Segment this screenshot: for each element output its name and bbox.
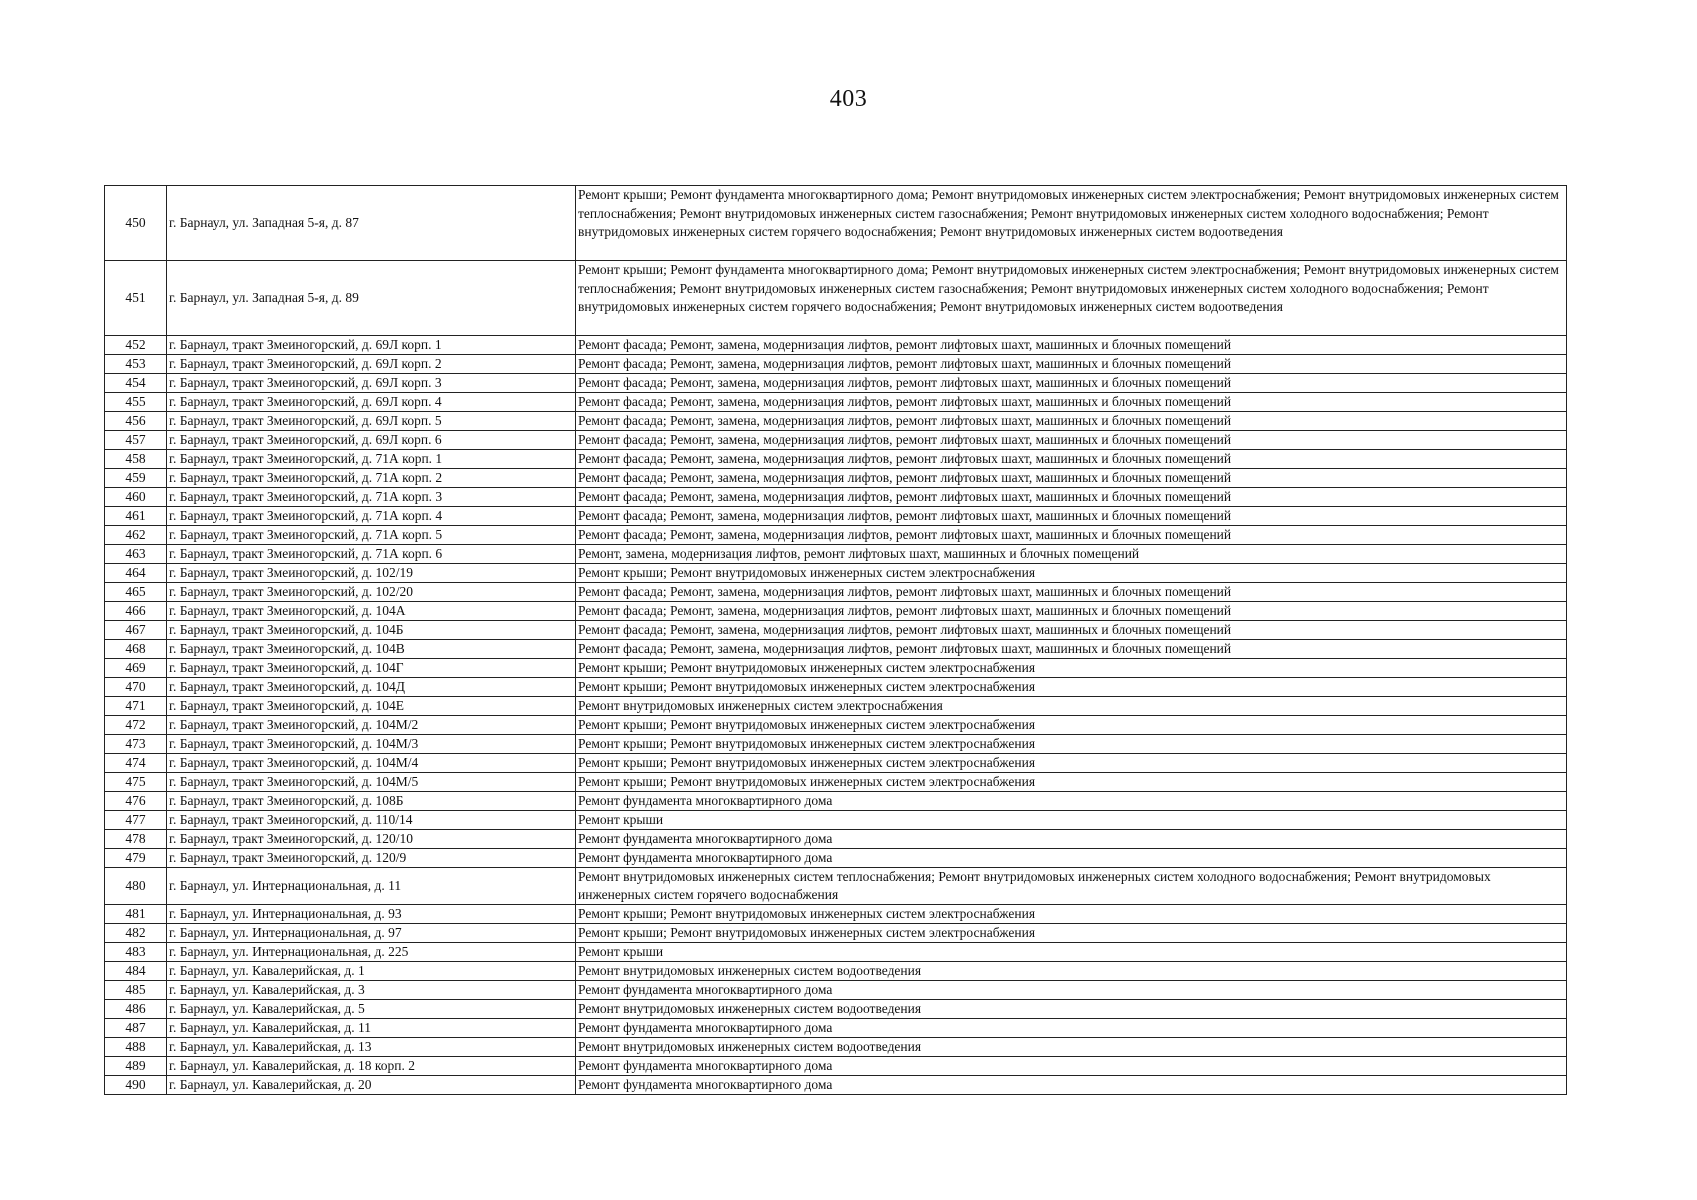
works-cell: Ремонт фасада; Ремонт, замена, модернизация лифтов, ремонт лифтовых шахт, машинных и блочных помещений [576,507,1567,526]
works-cell: Ремонт фасада; Ремонт, замена, модернизация лифтов, ремонт лифтовых шахт, машинных и блочных помещений [576,621,1567,640]
address-cell: г. Барнаул, тракт Змеиногорский, д. 71А корп. 6 [167,545,576,564]
address-cell: г. Барнаул, ул. Кавалерийская, д. 13 [167,1038,576,1057]
address-cell: г. Барнаул, тракт Змеиногорский, д. 104М/4 [167,754,576,773]
works-cell: Ремонт крыши; Ремонт внутридомовых инженерных систем электроснабжения [576,678,1567,697]
row-number: 467 [105,621,167,640]
address-cell: г. Барнаул, тракт Змеиногорский, д. 110/14 [167,811,576,830]
table-row [105,924,1567,943]
table-row [105,830,1567,849]
works-cell: Ремонт фасада; Ремонт, замена, модернизация лифтов, ремонт лифтовых шахт, машинных и блочных помещений [576,450,1567,469]
address-cell: г. Барнаул, ул. Западная 5-я, д. 89 [167,261,576,336]
table-row [105,469,1567,488]
address-cell: г. Барнаул, тракт Змеиногорский, д. 69Л корп. 5 [167,412,576,431]
address-cell: г. Барнаул, тракт Змеиногорский, д. 102/20 [167,583,576,602]
works-cell: Ремонт крыши [576,943,1567,962]
row-number: 465 [105,583,167,602]
works-cell: Ремонт крыши; Ремонт фундамента многоквартирного дома; Ремонт внутридомовых инженерных систем электроснабжения; Ремонт внутридомовых инженерных систем теплоснабжения; Ремонт внутридомовых инженерных систем газоснабжения; Ремонт внутридомовых инженерных систем холодного водоснабжения; Ремонт внутридомовых инженерных систем горячего водоснабжения; Ремонт внутридомовых инженерных систем водоотведения [576,261,1567,336]
row-number: 452 [105,336,167,355]
row-number: 487 [105,1019,167,1038]
row-number: 474 [105,754,167,773]
repair-register-table [104,185,1567,1095]
works-cell: Ремонт крыши; Ремонт внутридомовых инженерных систем электроснабжения [576,564,1567,583]
address-cell: г. Барнаул, ул. Кавалерийская, д. 20 [167,1076,576,1095]
table-row [105,488,1567,507]
table-row [105,849,1567,868]
row-number: 457 [105,431,167,450]
works-cell: Ремонт фасада; Ремонт, замена, модернизация лифтов, ремонт лифтовых шахт, машинных и блочных помещений [576,488,1567,507]
row-number: 470 [105,678,167,697]
row-number: 475 [105,773,167,792]
table-row [105,1057,1567,1076]
table-row [105,507,1567,526]
address-cell: г. Барнаул, тракт Змеиногорский, д. 120/9 [167,849,576,868]
table-row [105,754,1567,773]
row-number: 486 [105,1000,167,1019]
works-cell: Ремонт фундамента многоквартирного дома [576,1019,1567,1038]
address-cell: г. Барнаул, ул. Интернациональная, д. 11 [167,868,576,905]
address-cell: г. Барнаул, тракт Змеиногорский, д. 102/19 [167,564,576,583]
address-cell: г. Барнаул, ул. Интернациональная, д. 97 [167,924,576,943]
table-row [105,868,1567,905]
works-cell: Ремонт внутридомовых инженерных систем водоотведения [576,962,1567,981]
table-row [105,735,1567,754]
table-row [105,583,1567,602]
works-cell: Ремонт фундамента многоквартирного дома [576,981,1567,1000]
address-cell: г. Барнаул, тракт Змеиногорский, д. 69Л корп. 3 [167,374,576,393]
row-number: 478 [105,830,167,849]
row-number: 488 [105,1038,167,1057]
row-number: 484 [105,962,167,981]
row-number: 480 [105,868,167,905]
address-cell: г. Барнаул, тракт Змеиногорский, д. 104Г [167,659,576,678]
works-cell: Ремонт фундамента многоквартирного дома [576,830,1567,849]
row-number: 455 [105,393,167,412]
works-cell: Ремонт крыши; Ремонт внутридомовых инженерных систем электроснабжения [576,716,1567,735]
table-row [105,1019,1567,1038]
row-number: 450 [105,186,167,261]
address-cell: г. Барнаул, ул. Интернациональная, д. 93 [167,905,576,924]
works-cell: Ремонт внутридомовых инженерных систем электроснабжения [576,697,1567,716]
works-cell: Ремонт крыши; Ремонт внутридомовых инженерных систем электроснабжения [576,905,1567,924]
address-cell: г. Барнаул, тракт Змеиногорский, д. 104М/5 [167,773,576,792]
row-number: 464 [105,564,167,583]
row-number: 463 [105,545,167,564]
row-number: 468 [105,640,167,659]
row-number: 472 [105,716,167,735]
address-cell: г. Барнаул, тракт Змеиногорский, д. 120/10 [167,830,576,849]
row-number: 458 [105,450,167,469]
address-cell: г. Барнаул, тракт Змеиногорский, д. 104Д [167,678,576,697]
table-row [105,659,1567,678]
address-cell: г. Барнаул, тракт Змеиногорский, д. 104Е [167,697,576,716]
works-cell: Ремонт фундамента многоквартирного дома [576,1057,1567,1076]
table-row [105,621,1567,640]
table-row [105,412,1567,431]
table-body [105,186,1567,1095]
row-number: 481 [105,905,167,924]
address-cell: г. Барнаул, ул. Западная 5-я, д. 87 [167,186,576,261]
table-row [105,943,1567,962]
row-number: 461 [105,507,167,526]
works-cell: Ремонт фасада; Ремонт, замена, модернизация лифтов, ремонт лифтовых шахт, машинных и блочных помещений [576,526,1567,545]
table-row [105,1076,1567,1095]
address-cell: г. Барнаул, тракт Змеиногорский, д. 104Б [167,621,576,640]
row-number: 469 [105,659,167,678]
works-cell: Ремонт крыши; Ремонт фундамента многоквартирного дома; Ремонт внутридомовых инженерных систем электроснабжения; Ремонт внутридомовых инженерных систем теплоснабжения; Ремонт внутридомовых инженерных систем газоснабжения; Ремонт внутридомовых инженерных систем холодного водоснабжения; Ремонт внутридомовых инженерных систем горячего водоснабжения; Ремонт внутридомовых инженерных систем водоотведения [576,186,1567,261]
address-cell: г. Барнаул, тракт Змеиногорский, д. 69Л корп. 4 [167,393,576,412]
works-cell: Ремонт фасада; Ремонт, замена, модернизация лифтов, ремонт лифтовых шахт, машинных и блочных помещений [576,374,1567,393]
table-row [105,450,1567,469]
table-row [105,261,1567,336]
table-row [105,393,1567,412]
table-row [105,640,1567,659]
table-row [105,811,1567,830]
row-number: 483 [105,943,167,962]
row-number: 477 [105,811,167,830]
table-row [105,697,1567,716]
table-row [105,905,1567,924]
row-number: 459 [105,469,167,488]
table-row [105,602,1567,621]
address-cell: г. Барнаул, ул. Кавалерийская, д. 11 [167,1019,576,1038]
works-cell: Ремонт внутридомовых инженерных систем водоотведения [576,1038,1567,1057]
address-cell: г. Барнаул, тракт Змеиногорский, д. 69Л корп. 6 [167,431,576,450]
table-row [105,716,1567,735]
address-cell: г. Барнаул, ул. Кавалерийская, д. 1 [167,962,576,981]
address-cell: г. Барнаул, тракт Змеиногорский, д. 71А корп. 3 [167,488,576,507]
row-number: 471 [105,697,167,716]
address-cell: г. Барнаул, ул. Интернациональная, д. 225 [167,943,576,962]
table-row [105,678,1567,697]
works-cell: Ремонт фасада; Ремонт, замена, модернизация лифтов, ремонт лифтовых шахт, машинных и блочных помещений [576,336,1567,355]
works-cell: Ремонт фасада; Ремонт, замена, модернизация лифтов, ремонт лифтовых шахт, машинных и блочных помещений [576,469,1567,488]
table-row [105,526,1567,545]
address-cell: г. Барнаул, ул. Кавалерийская, д. 3 [167,981,576,1000]
address-cell: г. Барнаул, тракт Змеиногорский, д. 108Б [167,792,576,811]
works-cell: Ремонт крыши; Ремонт внутридомовых инженерных систем электроснабжения [576,735,1567,754]
table-row [105,773,1567,792]
works-cell: Ремонт фундамента многоквартирного дома [576,792,1567,811]
address-cell: г. Барнаул, ул. Кавалерийская, д. 18 корп. 2 [167,1057,576,1076]
row-number: 490 [105,1076,167,1095]
table-row [105,431,1567,450]
table-row [105,186,1567,261]
table-row [105,374,1567,393]
row-number: 476 [105,792,167,811]
works-cell: Ремонт фасада; Ремонт, замена, модернизация лифтов, ремонт лифтовых шахт, машинных и блочных помещений [576,602,1567,621]
row-number: 489 [105,1057,167,1076]
address-cell: г. Барнаул, тракт Змеиногорский, д. 71А корп. 1 [167,450,576,469]
works-cell: Ремонт, замена, модернизация лифтов, ремонт лифтовых шахт, машинных и блочных помещений [576,545,1567,564]
row-number: 462 [105,526,167,545]
works-cell: Ремонт крыши; Ремонт внутридомовых инженерных систем электроснабжения [576,924,1567,943]
table-row [105,1038,1567,1057]
table-row [105,981,1567,1000]
works-cell: Ремонт фасада; Ремонт, замена, модернизация лифтов, ремонт лифтовых шахт, машинных и блочных помещений [576,431,1567,450]
address-cell: г. Барнаул, ул. Кавалерийская, д. 5 [167,1000,576,1019]
table-row [105,355,1567,374]
works-cell: Ремонт фасада; Ремонт, замена, модернизация лифтов, ремонт лифтовых шахт, машинных и блочных помещений [576,640,1567,659]
works-cell: Ремонт фасада; Ремонт, замена, модернизация лифтов, ремонт лифтовых шахт, машинных и блочных помещений [576,393,1567,412]
address-cell: г. Барнаул, тракт Змеиногорский, д. 71А корп. 2 [167,469,576,488]
works-cell: Ремонт фасада; Ремонт, замена, модернизация лифтов, ремонт лифтовых шахт, машинных и блочных помещений [576,355,1567,374]
table-row [105,564,1567,583]
works-cell: Ремонт фасада; Ремонт, замена, модернизация лифтов, ремонт лифтовых шахт, машинных и блочных помещений [576,583,1567,602]
row-number: 456 [105,412,167,431]
table-row [105,962,1567,981]
works-cell: Ремонт крыши; Ремонт внутридомовых инженерных систем электроснабжения [576,773,1567,792]
row-number: 473 [105,735,167,754]
row-number: 482 [105,924,167,943]
address-cell: г. Барнаул, тракт Змеиногорский, д. 69Л корп. 2 [167,355,576,374]
works-cell: Ремонт крыши; Ремонт внутридомовых инженерных систем электроснабжения [576,659,1567,678]
row-number: 454 [105,374,167,393]
works-cell: Ремонт крыши [576,811,1567,830]
row-number: 460 [105,488,167,507]
address-cell: г. Барнаул, тракт Змеиногорский, д. 71А корп. 5 [167,526,576,545]
row-number: 485 [105,981,167,1000]
works-cell: Ремонт фундамента многоквартирного дома [576,849,1567,868]
row-number: 466 [105,602,167,621]
works-cell: Ремонт внутридомовых инженерных систем теплоснабжения; Ремонт внутридомовых инженерных систем холодного водоснабжения; Ремонт внутридомовых инженерных систем горячего водоснабжения [576,868,1567,905]
page-number: 403 [829,86,868,112]
address-cell: г. Барнаул, тракт Змеиногорский, д. 104В [167,640,576,659]
works-cell: Ремонт крыши; Ремонт внутридомовых инженерных систем электроснабжения [576,754,1567,773]
works-cell: Ремонт внутридомовых инженерных систем водоотведения [576,1000,1567,1019]
works-cell: Ремонт фасада; Ремонт, замена, модернизация лифтов, ремонт лифтовых шахт, машинных и блочных помещений [576,412,1567,431]
works-cell: Ремонт фундамента многоквартирного дома [576,1076,1567,1095]
table-row [105,1000,1567,1019]
table-row [105,336,1567,355]
address-cell: г. Барнаул, тракт Змеиногорский, д. 69Л корп. 1 [167,336,576,355]
address-cell: г. Барнаул, тракт Змеиногорский, д. 104М/3 [167,735,576,754]
table-row [105,792,1567,811]
table-row [105,545,1567,564]
address-cell: г. Барнаул, тракт Змеиногорский, д. 104М/2 [167,716,576,735]
row-number: 451 [105,261,167,336]
row-number: 479 [105,849,167,868]
address-cell: г. Барнаул, тракт Змеиногорский, д. 104А [167,602,576,621]
address-cell: г. Барнаул, тракт Змеиногорский, д. 71А корп. 4 [167,507,576,526]
row-number: 453 [105,355,167,374]
